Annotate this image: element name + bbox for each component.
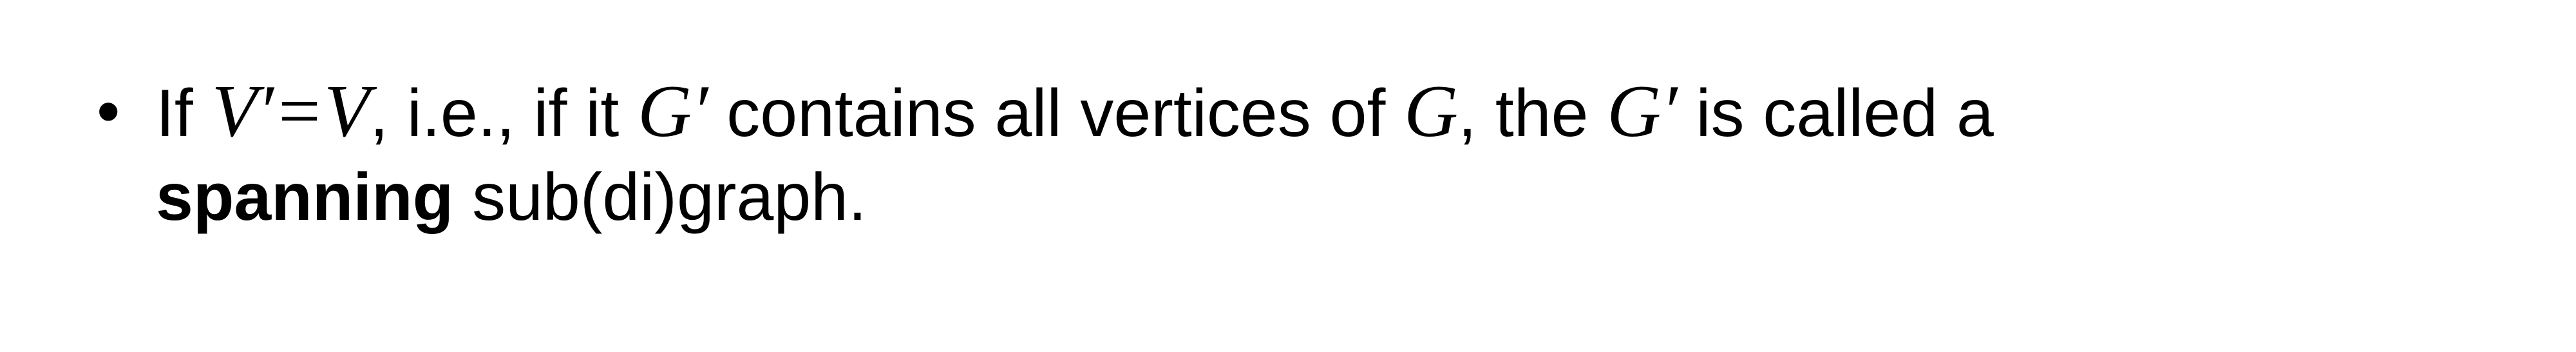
text-segment: contains all vertices of: [708, 76, 1405, 151]
bullet-item: [97, 70, 2552, 239]
math-g: G: [1404, 70, 1459, 153]
text-segment: sub(di)graph.: [453, 160, 867, 235]
text-segment: , i.e., if it: [370, 76, 638, 151]
text-segment: , the: [1458, 76, 1607, 151]
math-g-prime: G′: [638, 70, 708, 153]
bold-term-spanning: spanning: [156, 160, 454, 235]
math-v-prime-equals-v: V′=V: [211, 70, 370, 153]
text-segment: If: [156, 76, 212, 151]
math-g-prime: G′: [1607, 70, 1678, 153]
text-segment: is called a: [1677, 76, 1994, 151]
bullet-icon: •: [97, 74, 120, 149]
